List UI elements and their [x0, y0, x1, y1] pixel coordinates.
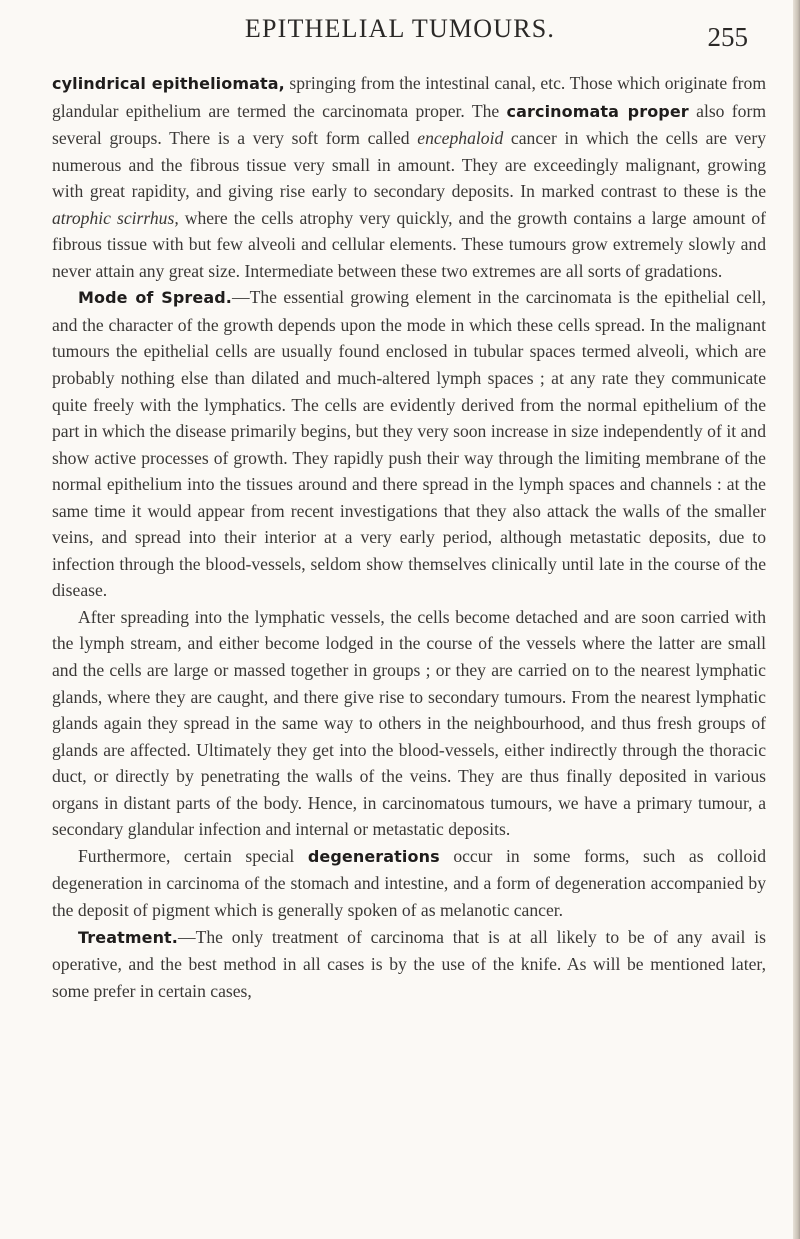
- body-text: [52, 70, 766, 1004]
- paragraph-text: Furthermore, certain special: [78, 845, 308, 866]
- paragraph-text: After spreading into the lymphatic vessels, the cells become detached and are soon carried with the lymph stream, and either become lodged in the course of the vessels where the latter are small and the cells are large or massed together in groups ; or they are carried on to the nearest lymphatic glands, where they are caught, and there give rise to secondary tumours. From the nearest lymphatic glands again they spread in the same way to others in the neighbourhood, and thus fresh groups of glands are affected. Ultimately they get into the blood-vessels, either indirectly through the thoracic duct, or directly by penetrating the walls of the veins. They are thus finally deposited in various organs in distant parts of the body. Hence, in carcinomatous tumours, we have a primary tumour, a secondary glandular infection and internal or metastatic deposits.: [52, 606, 766, 840]
- running-title: EPITHELIAL TUMOURS.: [244, 14, 556, 43]
- page-number: 255: [707, 22, 748, 52]
- paragraph-degenerations: [52, 843, 766, 924]
- bold-term: degenerations: [307, 846, 440, 866]
- section-heading-mode-of-spread: Mode of Spread.: [78, 288, 232, 308]
- paragraph-treatment: [52, 924, 766, 1005]
- paragraph-mode-of-spread: [52, 284, 766, 604]
- page-header: [0, 14, 800, 54]
- italic-term: atrophic scirrhus,: [52, 207, 179, 228]
- paragraph-text: also form several groups. There is a very soft form called: [52, 100, 767, 149]
- paragraph-after-spreading: [52, 604, 766, 843]
- italic-term: encephaloid: [417, 128, 504, 149]
- paragraph-text: where the cells atrophy very quickly, and the growth contains a large amount of fibrous tissue with but few alveoli and cellular elements. These tumours grow extremely slowly and never attain any great size. Intermediate between these two extremes are all sorts of gradations.: [52, 207, 766, 281]
- bold-term: carcinomata proper: [506, 101, 689, 121]
- bold-term: cylindrical epitheliomata,: [52, 74, 285, 93]
- section-heading-treatment: Treatment.: [78, 927, 178, 947]
- paragraph-text: springing from the intestinal canal, etc. Those which originate from glandular epithelium are termed the carcinomata proper. The: [52, 73, 766, 121]
- paragraph-text: —The only treatment of carcinoma that is at all likely to be of any avail is operative, and the best method in all cases is by the use of the knife. As will be mentioned later, some prefer in certain cases,: [52, 926, 766, 1001]
- paragraph-text: —The essential growing element in the carcinomata is the epithelial cell, and the character of the growth depends upon the mode in which these cells spread. In the malignant tumours the epithelial cells are usually found enclosed in tubular spaces termed alveoli, which are probably nothing else than dilated and much-altered lymph spaces ; at any rate they communicate quite freely with the lymphatics. The cells are evidently derived from the normal epithelium of the part in which the disease primarily begins, but they very soon increase in size independently of it and show active processes of growth. They rapidly push their way through the limiting membrane of the normal epithelium into the tissues around and there spread in the lymph spaces and channels : at the same time it would appear from recent investigations that they also attack the walls of the smaller veins, and spread into their interior at a very early period, although metastatic deposits, due to infection through the blood-vessels, seldom show themselves clinically until late in the course of the disease.: [52, 287, 767, 601]
- paragraph-continuation: [52, 70, 766, 284]
- paragraph-text: cancer in which the cells are very numerous and the fibrous tissue very small in amount. They are exceedingly malignant, growing with great rapidity, and giving rise early to secondary deposits. In marked contrast to these is the: [52, 128, 766, 202]
- paragraph-text: occur in some forms, such as colloid degeneration in carcinoma of the stomach and intestine, and a form of degeneration accompanied by the deposit of pigment which is generally spoken of as melanotic cancer.: [52, 845, 766, 920]
- page-edge-shadow: [793, 0, 800, 1239]
